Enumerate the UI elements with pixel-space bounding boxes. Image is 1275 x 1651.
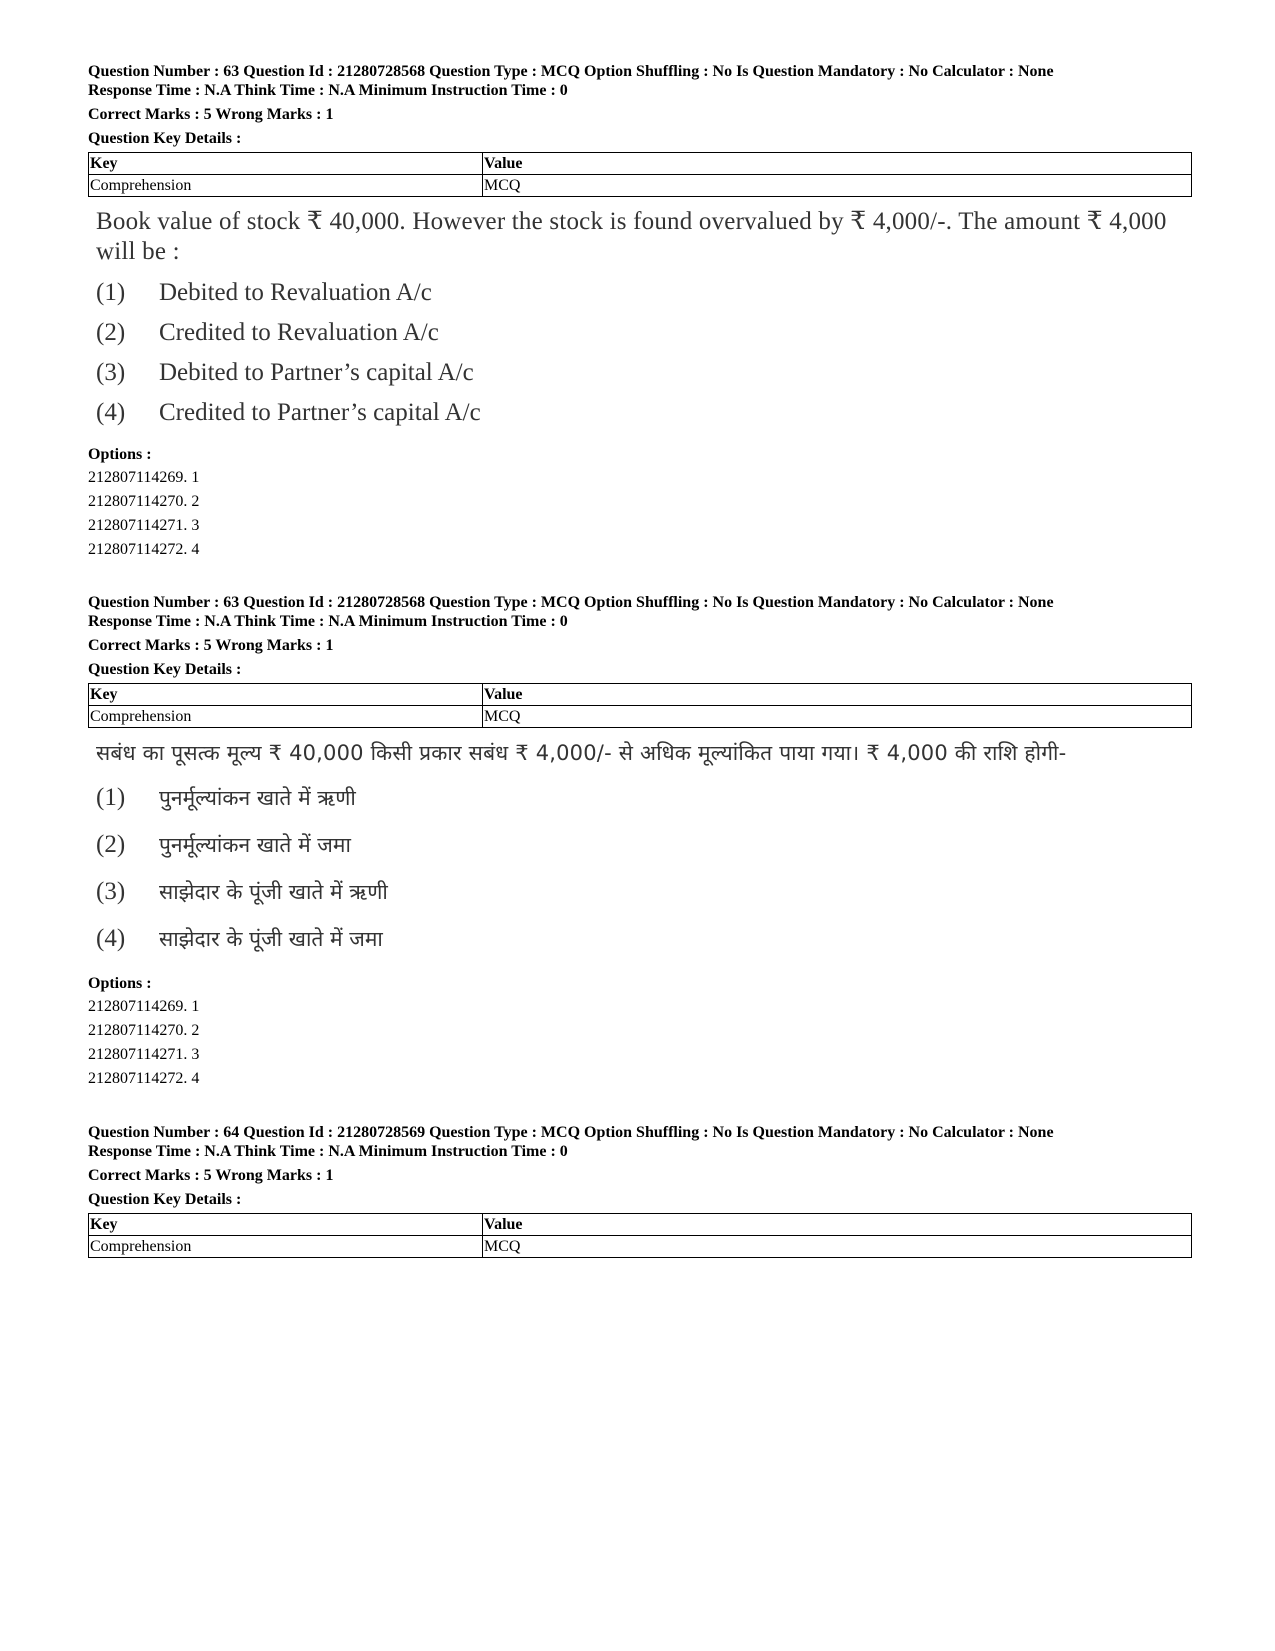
table-cell-value-head: Value (483, 153, 1192, 175)
option-line: 212807114271. 3 (88, 1046, 200, 1063)
choice-text: साझेदार के पूंजी खाते में ऋणी (159, 879, 388, 904)
question-block-64 (88, 1123, 1192, 1258)
choice-list (88, 774, 1192, 962)
table-cell-key: Comprehension (89, 175, 483, 197)
table-cell-value: MCQ (483, 706, 1192, 728)
question-timing: Response Time : N.A Think Time : N.A Minimum Instruction Time : 0 (88, 82, 568, 99)
table-cell-key: Comprehension (89, 1236, 483, 1258)
option-line: 212807114270. 2 (88, 493, 200, 510)
option-line: 212807114269. 1 (88, 998, 200, 1015)
choice-text: Debited to Revaluation A/c (159, 279, 432, 306)
table-row (89, 1236, 1192, 1258)
choice-item (96, 313, 1192, 353)
table-cell-value: MCQ (483, 1236, 1192, 1258)
choice-number: (4) (96, 399, 126, 426)
choice-text: Credited to Revaluation A/c (159, 319, 439, 346)
question-header: Question Number : 64 Question Id : 21280728569 Question Type : MCQ Option Shuffling : No Is Question Mandatory : No Calculator : None (88, 1124, 1054, 1141)
question-block-63-hindi (88, 593, 1192, 1091)
choice-text: पुनर्मूल्यांकन खाते में ऋणी (159, 785, 356, 810)
choice-number: (3) (96, 877, 126, 905)
option-line: 212807114270. 2 (88, 1022, 200, 1039)
choice-text: Debited to Partner’s capital A/c (159, 359, 474, 386)
key-details-table (88, 1213, 1192, 1258)
question-timing: Response Time : N.A Think Time : N.A Minimum Instruction Time : 0 (88, 613, 568, 630)
table-cell-value: MCQ (483, 175, 1192, 197)
option-line: 212807114272. 4 (88, 541, 200, 558)
option-line: 212807114269. 1 (88, 469, 200, 486)
option-line: 212807114272. 4 (88, 1070, 200, 1087)
table-row (89, 684, 1192, 706)
options-label: Options : (88, 975, 152, 992)
choice-number: (4) (96, 924, 126, 952)
choice-number: (2) (96, 830, 126, 858)
option-line: 212807114271. 3 (88, 517, 200, 534)
choice-item (96, 868, 1192, 915)
choice-number: (2) (96, 319, 126, 346)
question-timing: Response Time : N.A Think Time : N.A Minimum Instruction Time : 0 (88, 1143, 568, 1160)
table-row (89, 175, 1192, 197)
choice-number: (1) (96, 783, 126, 811)
choice-item (96, 915, 1192, 962)
table-cell-value-head: Value (483, 1214, 1192, 1236)
choice-text: साझेदार के पूंजी खाते में जमा (159, 926, 383, 951)
question-header: Question Number : 63 Question Id : 21280728568 Question Type : MCQ Option Shuffling : No Is Question Mandatory : No Calculator : None (88, 594, 1054, 611)
question-marks: Correct Marks : 5 Wrong Marks : 1 (88, 106, 334, 123)
key-details-label: Question Key Details : (88, 1191, 242, 1208)
table-cell-key: Comprehension (89, 706, 483, 728)
table-row (89, 153, 1192, 175)
table-cell-value-head: Value (483, 684, 1192, 706)
table-cell-key-head: Key (89, 153, 483, 175)
question-stem: सबंध का पूसत्क मूल्य ₹ 40,000 किसी प्रकार सबंध ₹ 4,000/- से अधिक मूल्यांकित पाया गया। ₹ 4,000 की राशि होगी- (96, 741, 1067, 765)
key-details-table (88, 683, 1192, 728)
table-row (89, 706, 1192, 728)
choice-number: (1) (96, 279, 126, 306)
options-label: Options : (88, 446, 152, 463)
question-marks: Correct Marks : 5 Wrong Marks : 1 (88, 1167, 334, 1184)
question-block-63-english (88, 62, 1192, 562)
choice-item (96, 273, 1192, 313)
question-header: Question Number : 63 Question Id : 21280728568 Question Type : MCQ Option Shuffling : No Is Question Mandatory : No Calculator : None (88, 63, 1054, 80)
table-cell-key-head: Key (89, 684, 483, 706)
choice-item (96, 353, 1192, 393)
choice-number: (3) (96, 359, 126, 386)
choice-item (96, 393, 1192, 433)
choice-item (96, 821, 1192, 868)
choice-item (96, 774, 1192, 821)
question-stem: Book value of stock ₹ 40,000. However the stock is found overvalued by ₹ 4,000/-. The amount ₹ 4,000 will be : (96, 208, 1167, 265)
key-details-label: Question Key Details : (88, 130, 242, 147)
choice-text: Credited to Partner’s capital A/c (159, 399, 481, 426)
choice-text: पुनर्मूल्यांकन खाते में जमा (159, 832, 351, 857)
question-marks: Correct Marks : 5 Wrong Marks : 1 (88, 637, 334, 654)
key-details-label: Question Key Details : (88, 661, 242, 678)
table-row (89, 1214, 1192, 1236)
choice-list (88, 273, 1192, 433)
table-cell-key-head: Key (89, 1214, 483, 1236)
key-details-table (88, 152, 1192, 197)
